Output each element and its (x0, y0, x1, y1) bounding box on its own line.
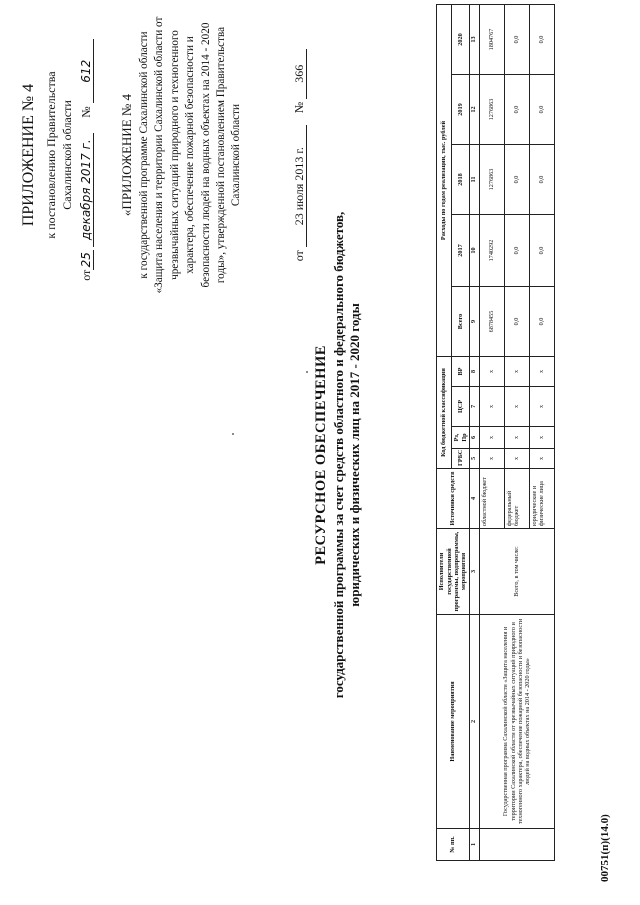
col-num: 11 (470, 145, 480, 215)
scan-speck (306, 371, 308, 373)
col-num: 2 (470, 615, 480, 829)
resource-table (436, 4, 555, 861)
col-num: 10 (470, 215, 480, 287)
col-num: 9 (470, 287, 480, 357)
row-number-cell (480, 829, 555, 861)
program-date-line (292, 5, 307, 305)
y2018-cell: 0,0 (505, 145, 530, 215)
program-date-prefix: от (292, 250, 306, 262)
vr-cell: х (480, 357, 505, 387)
y2019-cell: 0,0 (530, 75, 555, 145)
col-num: 7 (470, 387, 480, 427)
th-budget-codes: Код бюджетной классификации (437, 357, 452, 469)
executor-cell: Всего, в том числе: (480, 529, 555, 615)
resolution-number: 612 (80, 39, 94, 103)
y2019-cell: 1276863 (480, 75, 505, 145)
total-cell: 0,0 (530, 287, 555, 357)
total-cell: 6878455 (480, 287, 505, 357)
table-row (480, 5, 505, 861)
rzpr-cell: х (505, 427, 530, 449)
y2018-cell: 0,0 (530, 145, 555, 215)
th-2019: 2019 (452, 75, 470, 145)
th-vr: ВР (452, 357, 470, 387)
y2020-cell: 0,0 (505, 5, 530, 75)
document-code: 00751(п)(14.0) (599, 814, 611, 882)
total-cell: 0,0 (505, 287, 530, 357)
y2017-cell: 0,0 (505, 215, 530, 287)
col-num: 8 (470, 357, 480, 387)
col-num: 4 (470, 469, 480, 529)
th-name: Наименование мероприятия (437, 615, 470, 829)
grbs-cell: х (530, 449, 555, 469)
date-day: 25 (80, 250, 94, 270)
y2020-cell: 1804767 (480, 5, 505, 75)
col-num: 1 (470, 829, 480, 861)
y2018-cell: 1276863 (480, 145, 505, 215)
date-prefix: от (79, 269, 93, 281)
th-expenses: Расходы по годам реализации, тыс. рублей (437, 5, 452, 357)
th-2018: 2018 (452, 145, 470, 215)
csr-cell: х (530, 387, 555, 427)
header-row-1 (437, 5, 452, 861)
csr-cell: х (480, 387, 505, 427)
y2019-cell: 0,0 (505, 75, 530, 145)
column-number-row (470, 5, 480, 861)
region-line: Сахалинской области (60, 100, 74, 210)
grbs-cell: х (505, 449, 530, 469)
col-num: 5 (470, 449, 480, 469)
source-cell: федеральный бюджет (505, 469, 530, 529)
resolution-line: к постановлению Правительства (44, 71, 58, 239)
appendix-title: ПРИЛОЖЕНИЕ № 4 (20, 83, 37, 227)
csr-cell: х (505, 387, 530, 427)
source-cell: юридические и физические лица (530, 469, 555, 529)
th-csr: ЦСР (452, 387, 470, 427)
th-rzpr: Рз, Пр (452, 427, 470, 449)
date-month-year: декабря 2017 г. (80, 133, 94, 247)
grbs-cell: х (480, 449, 505, 469)
program-number-sign: № (292, 101, 306, 114)
rzpr-cell: х (480, 427, 505, 449)
col-num: 12 (470, 75, 480, 145)
vr-cell: х (505, 357, 530, 387)
th-source: Источники средств (437, 469, 470, 529)
th-executor: Исполнители государственной программы, подпрограммы, мероприятия (437, 529, 470, 615)
program-number: 366 (293, 49, 307, 99)
th-2020: 2020 (452, 5, 470, 75)
col-num: 13 (470, 5, 480, 75)
vr-cell: х (530, 357, 555, 387)
th-grbs: ГРБС (452, 449, 470, 469)
document-subtitle-1: государственной программы за счет средств областного и федерального бюджетов, (331, 211, 346, 699)
scan-speck (232, 433, 234, 435)
document-subtitle-2: юридических и физических лиц на 2017 - 2020 годы (347, 303, 362, 607)
resolution-date-line (79, 0, 94, 320)
y2017-cell: 0,0 (530, 215, 555, 287)
col-num: 6 (470, 427, 480, 449)
y2017-cell: 1740292 (480, 215, 505, 287)
th-2017: 2017 (452, 215, 470, 287)
y2020-cell: 0,0 (530, 5, 555, 75)
source-cell: областной бюджет (480, 469, 505, 529)
resource-table-wrapper (436, 5, 555, 861)
program-appendix-title: «ПРИЛОЖЕНИЕ № 4 (119, 93, 134, 217)
number-sign: № (79, 106, 93, 118)
document-title: РЕСУРСНОЕ ОБЕСПЕЧЕНИЕ (313, 345, 329, 565)
program-name-cell: Государственная программа Сахалинской области «Защита населения и территории Сахалинской области от чрезвычайных ситуаций природного и техногенного характера, обеспечение пожарной безопасности и безопасности людей на водных объектах на 2014 - 2020 годы» (480, 615, 555, 829)
th-total: Всего (452, 287, 470, 357)
th-num: № пп. (437, 829, 470, 861)
program-appendix-body: к государственной программе Сахалинской области «Защита населения и территории Сахалинской области от чрезвычайных ситуаций природного и техногенного характера, обеспечение пожарной безопасности и безопасности людей на водных объектах на 2014 - 2020 годы», утвержденной постановлением Правительства Сахалинской области (138, 16, 243, 294)
rzpr-cell: х (530, 427, 555, 449)
col-num: 3 (470, 529, 480, 615)
program-date: 23 июля 2013 г. (293, 125, 307, 247)
